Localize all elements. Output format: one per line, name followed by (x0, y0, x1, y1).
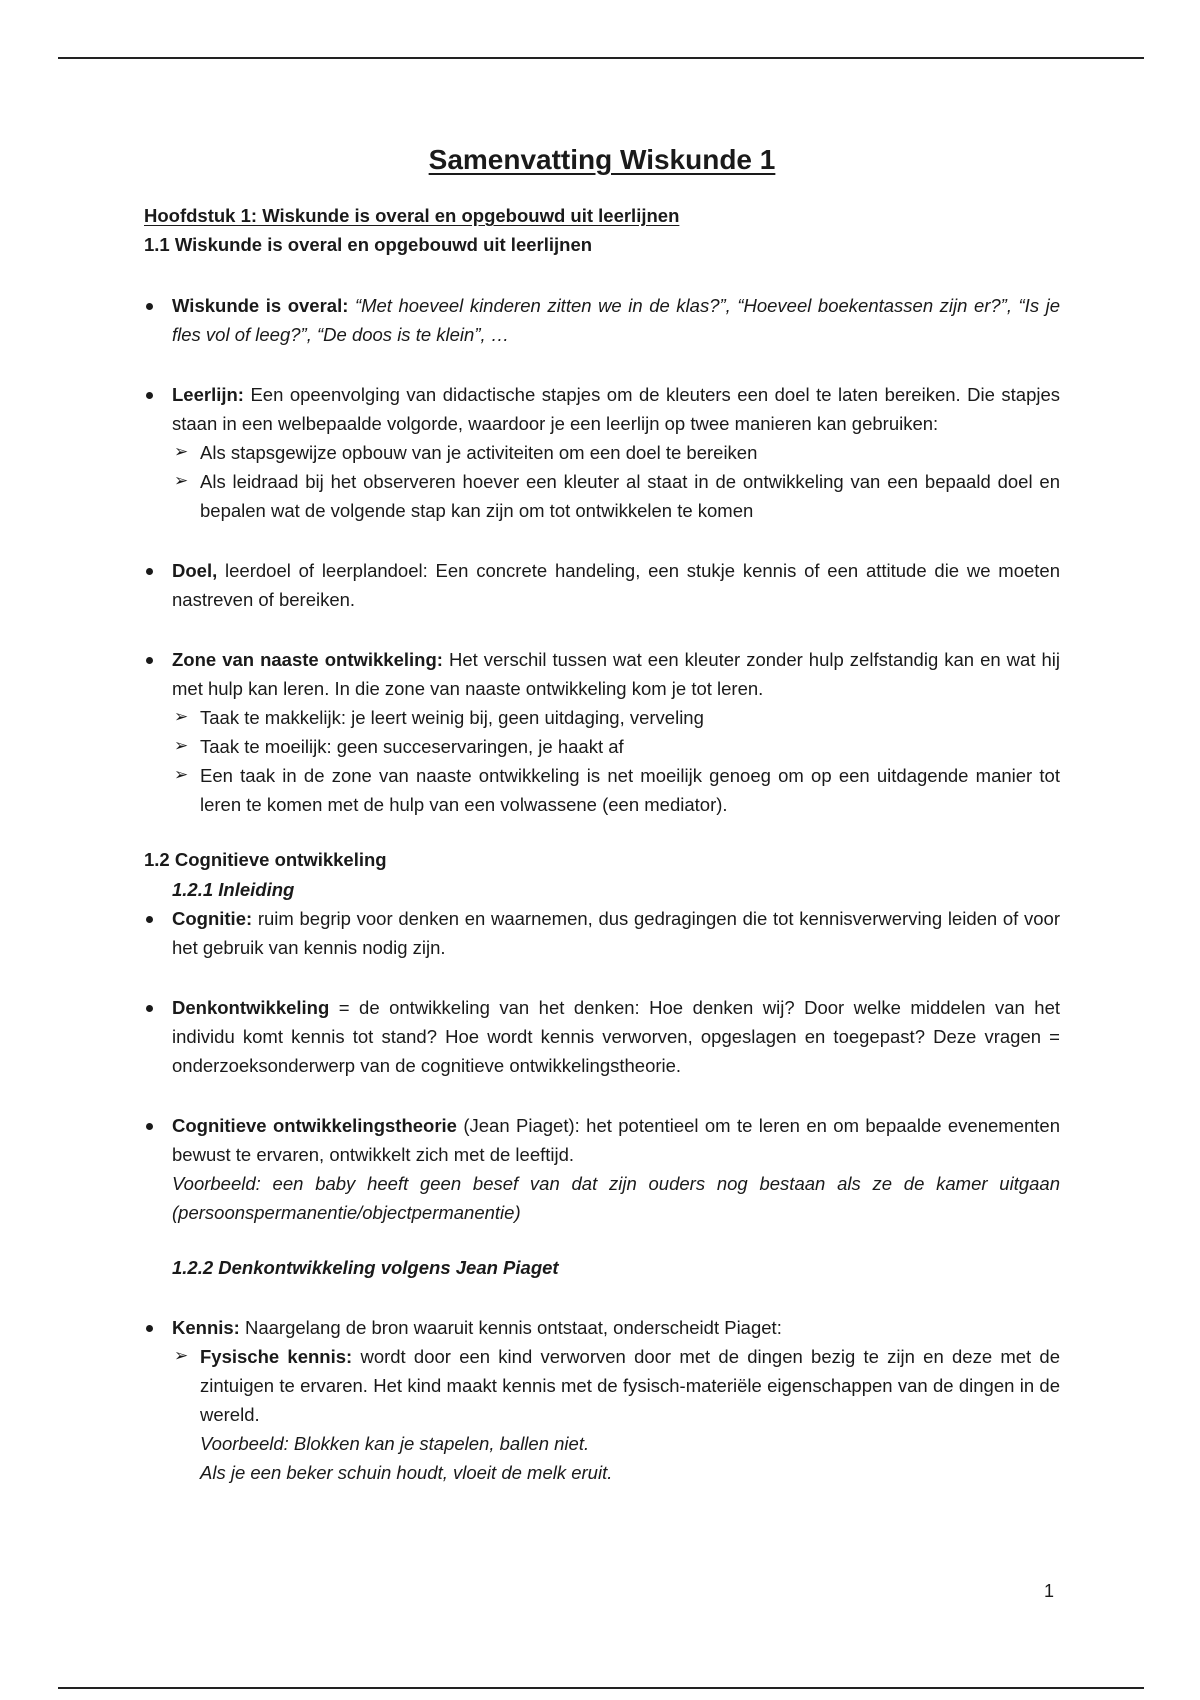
sub-list-item: ➢ Taak te moeilijk: geen succeservaringen, je haakt af (172, 732, 1060, 761)
example-text: Voorbeeld: een baby heeft geen besef van dat zijn ouders nog bestaan als ze de kamer uitgaan (persoonspermanentie/objectpermanentie) (172, 1173, 1060, 1223)
section-heading-1-2: 1.2 Cognitieve ontwikkeling (144, 849, 387, 870)
item-text: = de ontwikkeling van het denken: Hoe denken wij? Door welke middelen van het individu komt kennis tot stand? Hoe wordt kennis verworven, opgeslagen en toegepast? Deze vragen = onderzoeksonderwerp van de cognitieve ontwikkelingstheorie. (172, 997, 1061, 1076)
term: Zone van naaste ontwikkeling: (172, 649, 443, 670)
chapter-heading: Hoofdstuk 1: Wiskunde is overal en opgebouwd uit leerlijnen (144, 205, 680, 226)
term: Cognitie: (172, 908, 253, 929)
item-text: Het verschil tussen wat een kleuter zonder hulp zelfstandig kan en wat hij met hulp kan leren. In die zone van naaste ontwikkeling kom je tot leren. (172, 649, 1060, 699)
list-item (144, 904, 1060, 962)
sub-list-item: ➢ Als stapsgewijze opbouw van je activiteiten om een doel te bereiken (172, 438, 1060, 467)
item-text: ruim begrip voor denken en waarnemen, dus gedragingen die tot kennisverwerving leiden of voor het gebruik van kennis nodig zijn. (172, 908, 1061, 958)
item-text: Een opeenvolging van didactische stapjes om de kleuters een doel te laten bereiken. Die stapjes staan in een welbepaalde volgorde, waardoor je een leerlijn op twee manieren kan gebruiken: (172, 384, 1061, 434)
subsection-heading-1-2-1: 1.2.1 Inleiding (172, 879, 295, 900)
list-item (144, 1313, 1060, 1487)
sub-list-item: ➢ Een taak in de zone van naaste ontwikkeling is net moeilijk genoeg om op een uitdagende manier tot leren te komen met de hulp van een volwassene (een mediator). (172, 761, 1060, 819)
subsection-heading-1-2-2: 1.2.2 Denkontwikkeling volgens Jean Piaget (172, 1257, 559, 1278)
term: Wiskunde is overal: (172, 295, 349, 316)
term: Doel, (172, 560, 218, 581)
footer-rule (58, 1687, 1144, 1689)
term: Leerlijn: (172, 384, 244, 405)
page-number: 1 (1044, 1581, 1055, 1601)
sub-list-item: ➢ Als leidraad bij het observeren hoever een kleuter al staat in de ontwikkeling van een bepaald doel en bepalen wat de volgende stap kan zijn om tot ontwikkelen te komen (172, 467, 1060, 525)
section-heading-1-1: 1.1 Wiskunde is overal en opgebouwd uit leerlijnen (144, 234, 593, 255)
sub-list-item: ➢ Taak te makkelijk: je leert weinig bij, geen uitdaging, verveling (172, 703, 1060, 732)
document-page (144, 140, 1060, 1487)
term: Cognitieve ontwikkelingstheorie (172, 1115, 457, 1136)
term: Kennis: (172, 1317, 240, 1338)
bullet-list-1-1 (144, 291, 1060, 819)
sub-item-text: wordt door een kind verworven door met de dingen bezig te zijn en deze met de zintuigen te ervaren. Het kind maakt kennis met de fysisch-materiële eigenschappen van de dingen in de wereld. (200, 1346, 1061, 1425)
document-title: Samenvatting Wiskunde 1 (428, 144, 776, 175)
bullet-list-1-2-2 (144, 1313, 1060, 1487)
sub-list (172, 1342, 1060, 1487)
list-item (144, 380, 1060, 525)
example-text: Als je een beker schuin houdt, vloeit de melk eruit. (200, 1462, 613, 1483)
item-text: “Met hoeveel kinderen zitten we in de klas?”, “Hoeveel boekentassen zijn er?”, “Is je fles vol of leeg?”, “De doos is te klein”, … (172, 295, 1061, 345)
sub-list-item (172, 1342, 1060, 1487)
list-item (144, 291, 1060, 349)
sub-list (172, 438, 1060, 525)
sub-list (172, 703, 1060, 819)
term: Denkontwikkeling (172, 997, 330, 1018)
list-item (144, 1111, 1060, 1227)
item-text: leerdoel of leerplandoel: Een concrete handeling, een stukje kennis of een attitude die we moeten nastreven of bereiken. (172, 560, 1060, 610)
sub-term: Fysische kennis: (200, 1346, 353, 1367)
item-text: Naargelang de bron waaruit kennis ontstaat, onderscheidt Piaget: (244, 1317, 782, 1338)
list-item (144, 556, 1060, 614)
list-item (144, 645, 1060, 819)
header-rule (58, 57, 1144, 59)
item-text: (Jean Piaget): het potentieel om te leren en om bepaalde evenementen bewust te ervaren, ontwikkelt zich met de leeftijd. (172, 1115, 1061, 1165)
list-item (144, 993, 1060, 1080)
example-text: Voorbeeld: Blokken kan je stapelen, ballen niet. (200, 1433, 590, 1454)
bullet-list-1-2-1 (144, 904, 1060, 1227)
